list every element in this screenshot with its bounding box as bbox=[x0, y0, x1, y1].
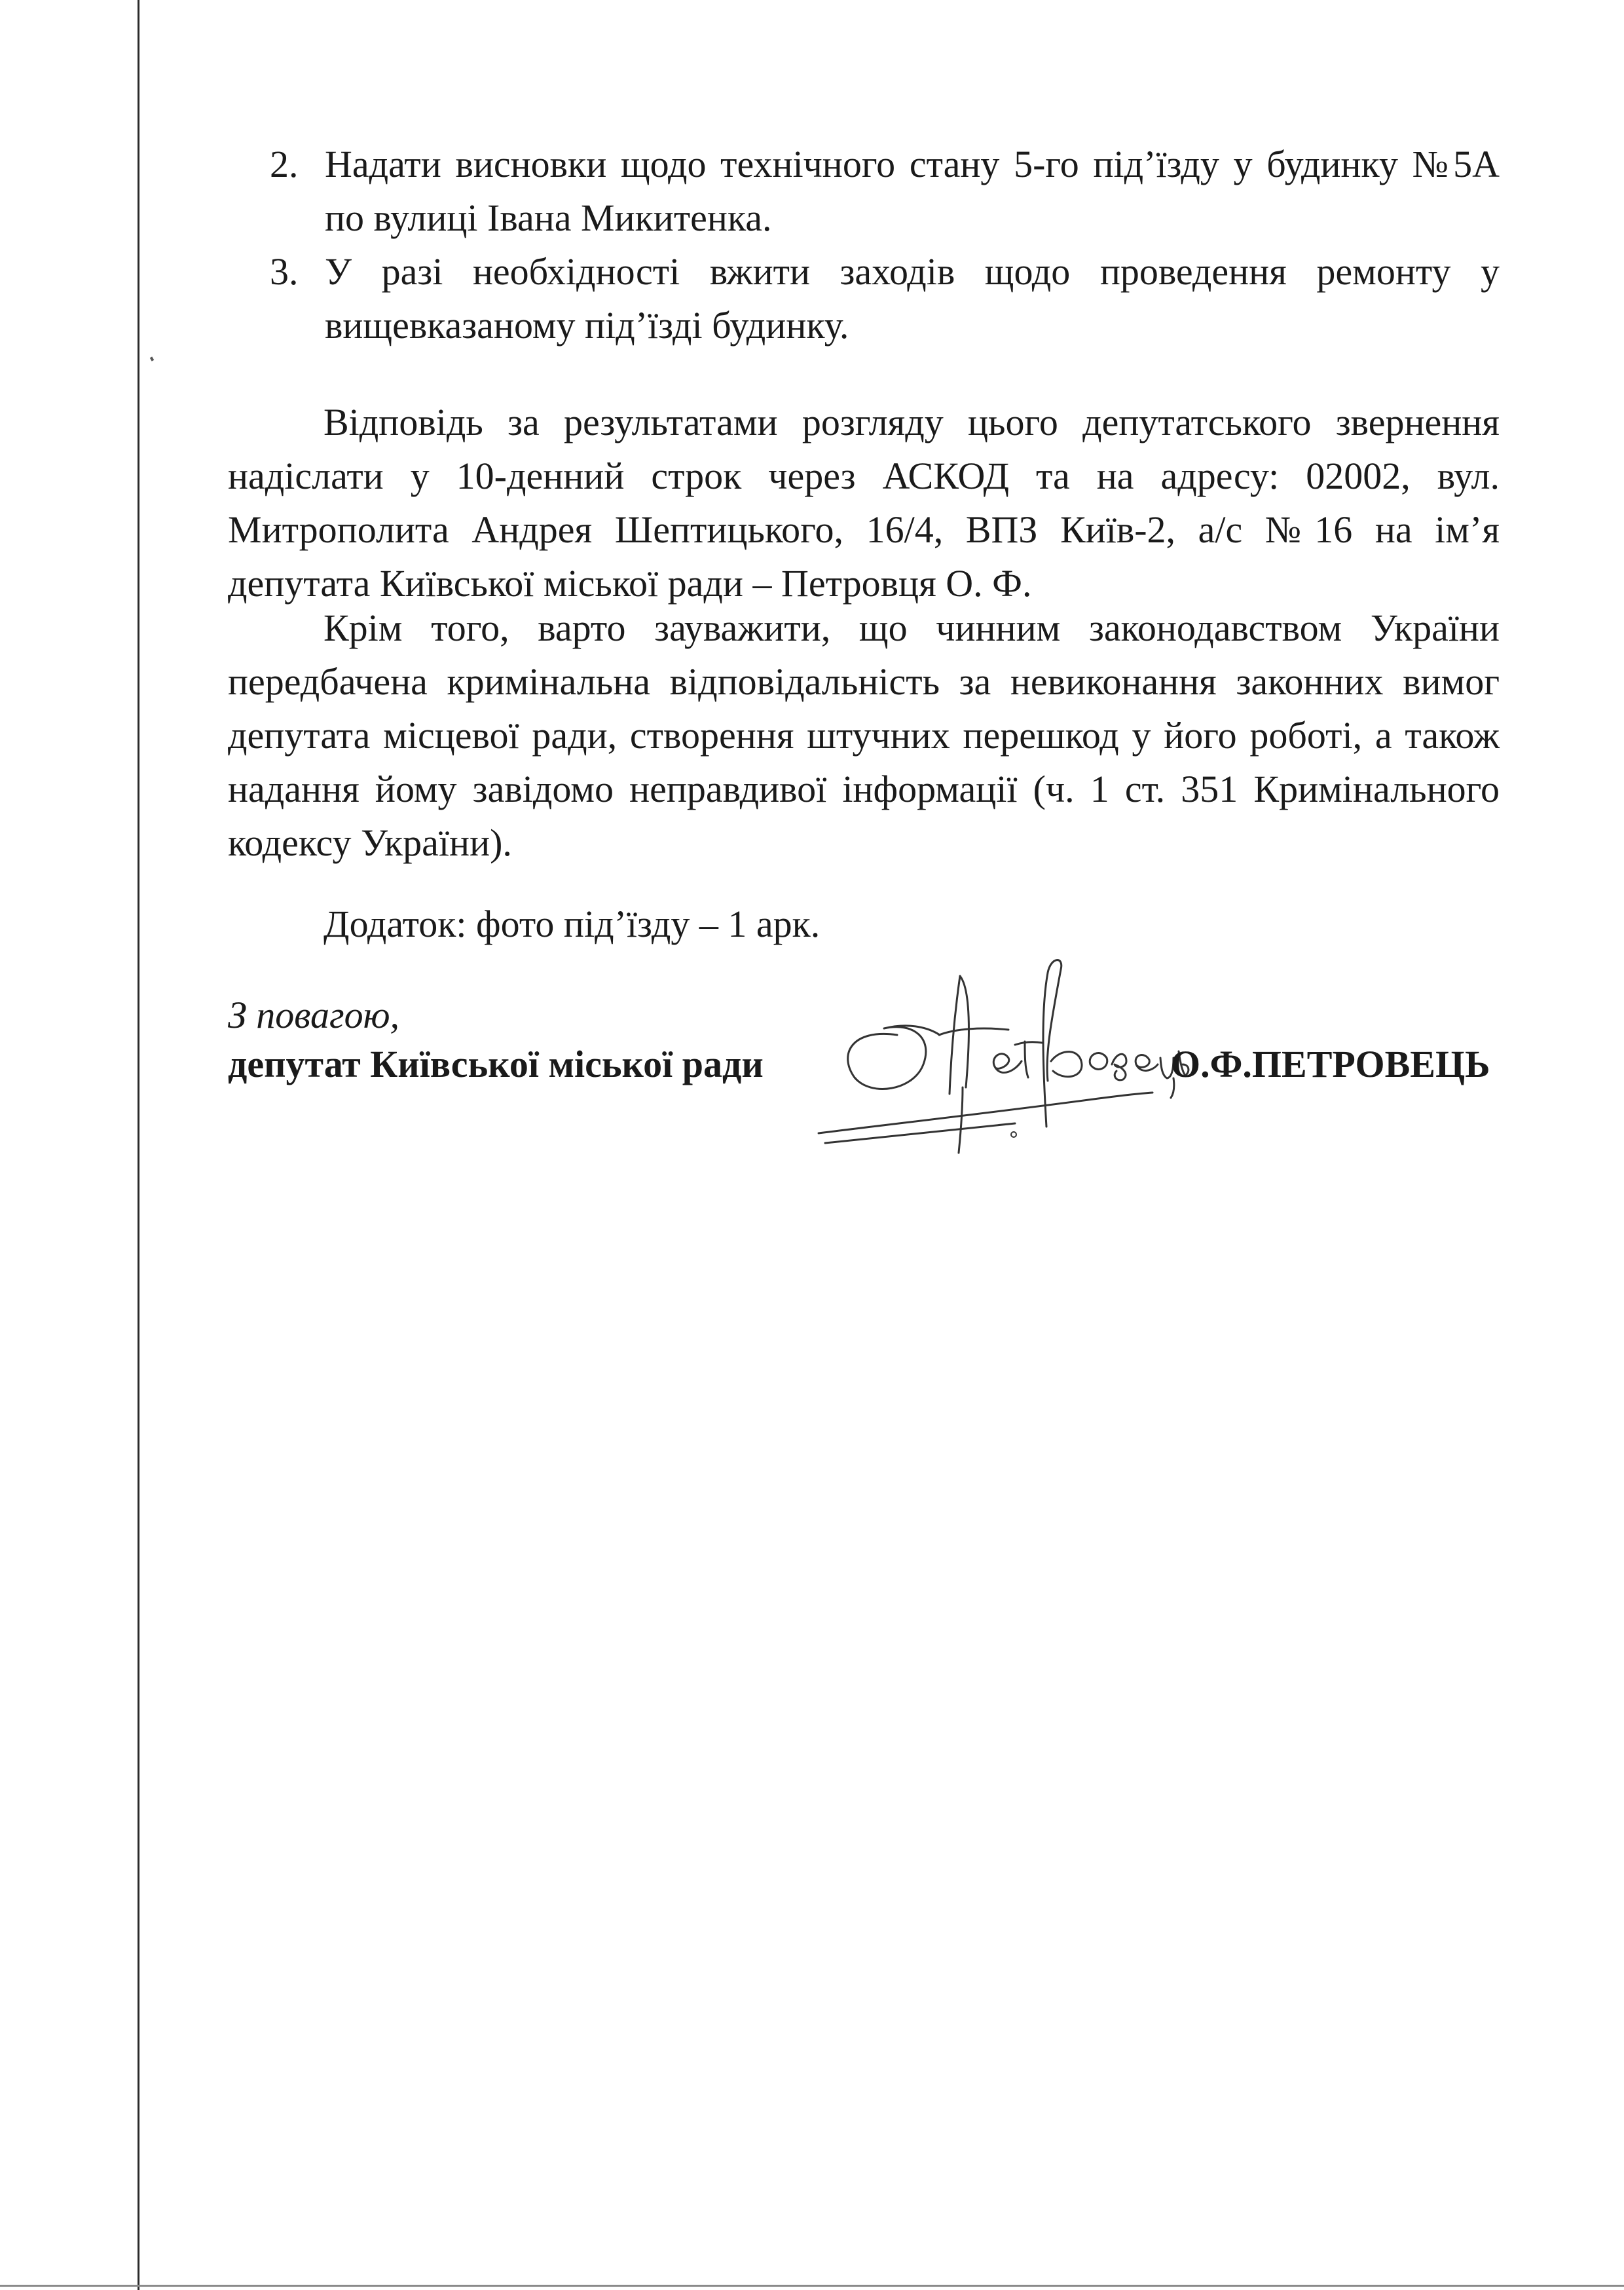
list-item-number: 3. bbox=[270, 250, 299, 293]
handwritten-signature bbox=[799, 930, 1192, 1166]
list-item-text: Надати висновки щодо технічного стану 5-го під’їзду у будинку №5А по вулиці Івана Микитенка. bbox=[325, 143, 1500, 239]
response-paragraph: Відповідь за результатами розгляду цього депутатського звернення надіслати у 10-денний строк через АСКОД та на адресу: 02002, вул. Митрополита Андрея Шептицького, 16/4, ВПЗ Київ-2, а/с №16 на ім’я депутата Київської міської ради – Петровця О. Ф. bbox=[228, 401, 1500, 605]
list-item bbox=[270, 138, 1500, 245]
scan-speck bbox=[150, 356, 154, 361]
signer-position: депутат Київської міської ради bbox=[228, 1043, 764, 1085]
attachment-note: Додаток: фото під’їзду – 1 арк. bbox=[323, 903, 821, 945]
liability-paragraph: Крім того, варто зауважити, що чинним законодавством України передбачена кримінальна відповідальність за невиконання законних вимог депутата місцевої ради, створення штучних перешкод у його роботі, а також надання йому завідомо неправдивої інформації (ч. 1 ст. 351 Кримінального кодексу України). bbox=[228, 607, 1500, 864]
list-item bbox=[270, 245, 1500, 352]
signer-name: О.Ф.ПЕТРОВЕЦЬ bbox=[1171, 1043, 1490, 1085]
list-item-number: 2. bbox=[270, 143, 299, 185]
scan-binding-edge bbox=[138, 0, 139, 2290]
list-item-text: У разі необхідності вжити заходів щодо проведення ремонту у вищевказаному під’їзді будинку. bbox=[325, 250, 1500, 347]
numbered-request-list bbox=[270, 138, 1500, 352]
closing-salutation: З повагою, bbox=[228, 994, 400, 1036]
scan-bottom-edge bbox=[0, 2285, 1624, 2287]
